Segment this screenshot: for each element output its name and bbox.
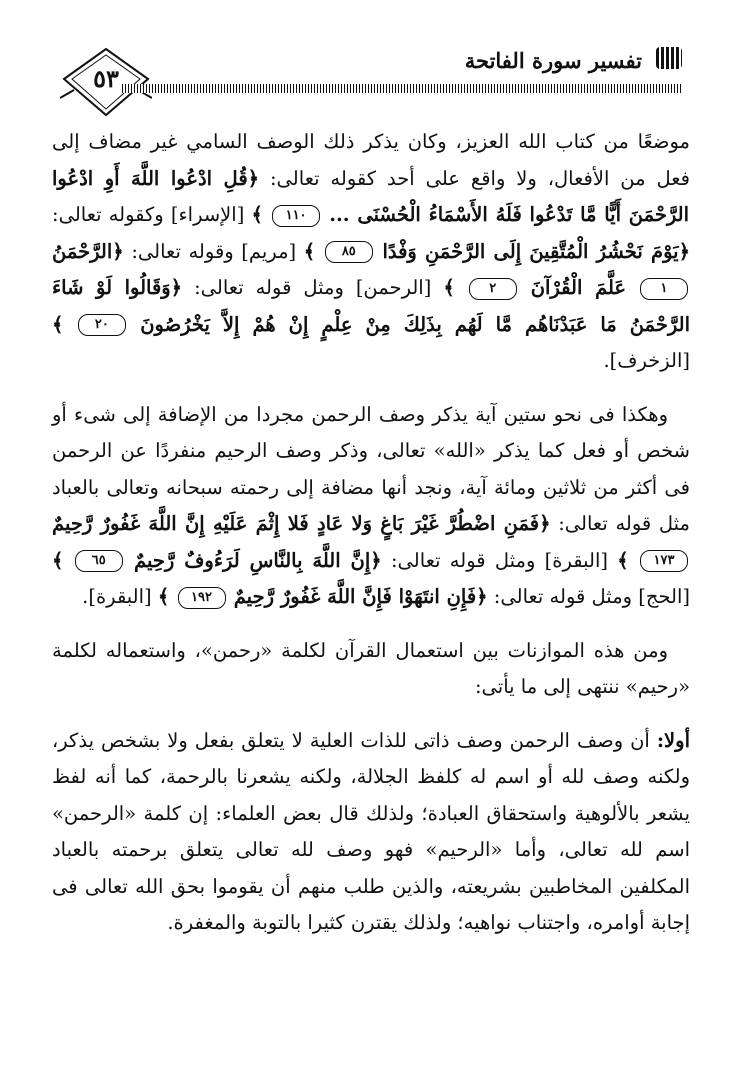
paragraph-2 (52, 397, 690, 616)
surah-reference: [مريم] وقوله تعالى: (123, 239, 297, 263)
surah-reference: [الرحمن] ومثل قوله تعالى: (182, 276, 432, 299)
text: أن وصف الرحمن وصف ذاتى للذات العلية لا يتعلق بفعل ولا بشخص يذكر، ولكنه وصف لله أو اسم له كلفظ الجلالة، ولكنه يشعرنا بالرحمة، كما أنه لفظ يشعر بالألوهية واستحقاق العبادة؛ ولذلك قال بعض العلماء: إن كلمة «الرحمن» اسم لله تعالى، وأما «الرحيم» فهو وصف لله تعالى يتعلق برحمته بالعباد المكلفين المخاطبين بشريعته، والذين طلب منهم أن يقوموا بحق الله تعالى فى إجابة أوامره، واجتناب نواهيه؛ ولذلك يقترن كثيرا بالتوبة والمغفرة. (52, 728, 690, 934)
verse-close: ﴾ (251, 203, 263, 226)
paragraph-4 (52, 723, 690, 942)
surah-reference: [الحج] ومثل قوله تعالى: (487, 585, 690, 608)
verse-close: ﴾ (52, 312, 64, 336)
surah-reference: [البقرة]. (82, 585, 152, 608)
surah-reference: [الإسراء] وكقوله تعالى: (52, 203, 245, 226)
quran-verse: ﴿فَإِنِ انتَهَوْا فَإِنَّ اللَّهَ غَفُورٌ رَّحِيمٌ (233, 585, 488, 608)
quran-verse: ﴿يَوْمَ نَحْشُرُ الْمُتَّقِينَ إِلَى الرَّحْمَنِ وَفْدًا (382, 239, 691, 263)
page-body (52, 124, 690, 942)
ayah-number: ٦٥ (75, 550, 123, 572)
ayah-number: ١٩٢ (178, 587, 226, 609)
header-rule (122, 84, 682, 93)
quran-verse: ﴿وَقَالُوا لَوْ شَاءَ الرَّحْمَنُ مَا عَبَدْنَاهُم مَّا لَهُم بِذَلِكَ مِنْ عِلْمٍ إِنْ هُمْ إِلاَّ يَخْرُصُونَ (52, 276, 690, 336)
verse-close: ﴾ (443, 276, 455, 299)
paragraph-1 (52, 124, 690, 380)
text: موضعًا من كتاب الله العزيز، وكان يذكر ذلك الوصف السامي غير مضاف إلى فعل من الأفعال، ولا واقع على أحد كقوله تعالى: (52, 130, 690, 190)
ayah-number: ٨٥ (325, 241, 373, 263)
paragraph-3 (52, 633, 690, 706)
header-ornament-icon (656, 47, 682, 69)
verse-close: ﴾ (157, 585, 170, 608)
verse-close: ﴾ (617, 548, 629, 572)
verse-close: ﴾ (303, 239, 316, 263)
surah-reference: [الزخرف]. (603, 349, 690, 372)
ayah-number: ١ (640, 278, 688, 300)
verse-close: ﴾ (52, 548, 64, 572)
surah-reference: [البقرة] ومثل قوله تعالى: (381, 548, 608, 572)
text: وهكذا فى نحو ستين آية يذكر وصف الرحمن مجردا من الإضافة إلى شىء أو شخص أو فعل كما يذكر «الله» تعالى، وذكر وصف الرحيم منفردًا عن الرحمن فى أكثر من ثلاثين ومائة آية، ونجد أنها مضافة إلى رحمته سبحانه وتعالى بالعباد مثل قوله تعالى: (52, 402, 691, 535)
ayah-number: ٢٠ (78, 314, 126, 336)
page-number-badge (60, 46, 152, 118)
quran-verse: ﴿قُلِ ادْعُوا اللَّهَ أَوِ ادْعُوا الرَّحْمَنَ أَيًّا مَّا تَدْعُوا فَلَهُ الأَسْمَاءُ الْحُسْنَى ... (52, 166, 690, 226)
running-title: تفسير سورة الفاتحة (464, 48, 642, 73)
text: ومن هذه الموازنات بين استعمال القرآن لكلمة «رحمن»، واستعماله لكلمة «رحيم» ننتهى إلى ما يأتى: (52, 638, 690, 698)
ayah-number: ٢ (469, 278, 517, 300)
quran-verse: ﴿إِنَّ اللَّهَ بِالنَّاسِ لَرَءُوفٌ رَّحِيمٌ (134, 548, 382, 572)
ayah-number: ١٧٣ (640, 550, 688, 572)
page-header (52, 40, 682, 120)
quran-verse: عَلَّمَ الْقُرْآنَ (530, 276, 627, 299)
point-label: أولا: (656, 728, 691, 752)
quran-verse: ﴿الرَّحْمَنُ (52, 239, 124, 263)
ayah-number: ١١٠ (272, 205, 320, 227)
quran-verse: ﴿فَمَنِ اضْطُرَّ غَيْرَ بَاغٍ وَلا عَادٍ فَلا إِثْمَ عَلَيْهِ إِنَّ اللَّهَ غَفُورٌ رَّحِيمٌ (52, 512, 551, 535)
page-number: ٥٣ (93, 64, 119, 93)
